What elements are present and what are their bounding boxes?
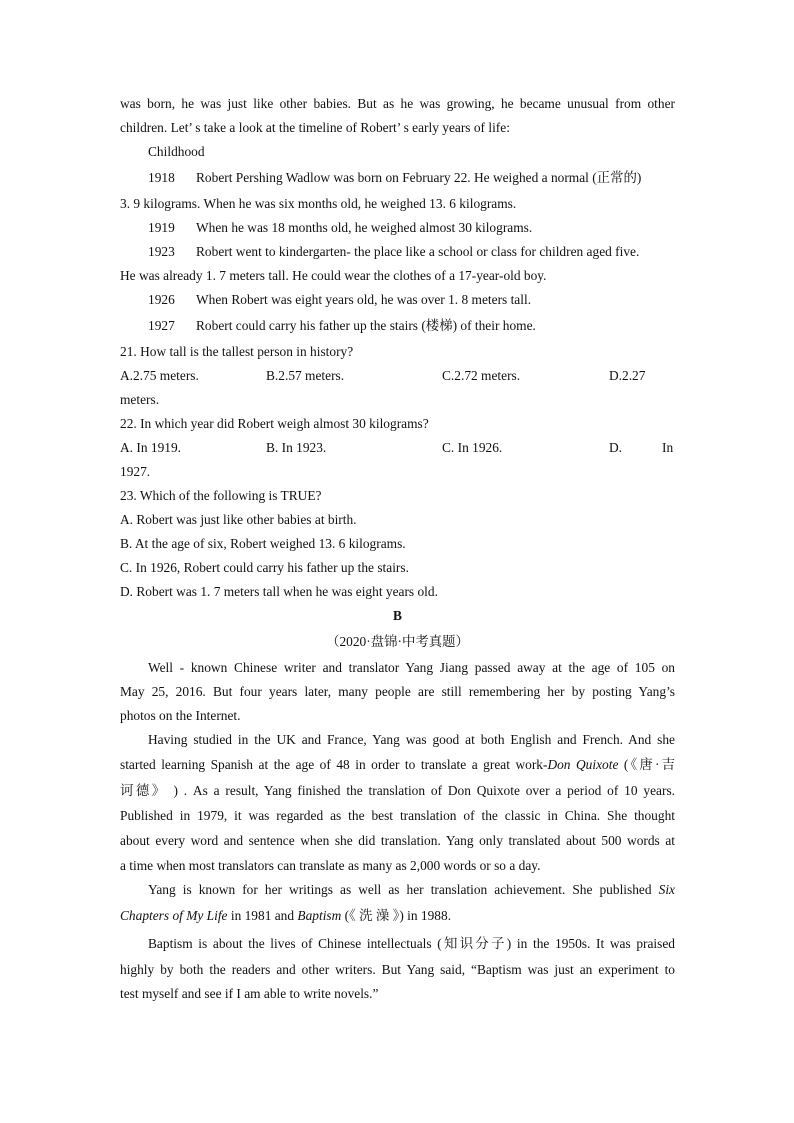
option-d: D. <box>609 440 623 455</box>
timeline-text: When he was 18 months old, he weighed almost 30 kilograms. <box>196 220 533 235</box>
timeline-continuation: He was already 1. 7 meters tall. He could wear the clothes of a 17-year-old boy. <box>120 268 547 283</box>
choice-a: A. Robert was just like other babies at birth. <box>120 512 357 527</box>
question-stem: 21. How tall is the tallest person in history? <box>120 344 354 359</box>
timeline-text: Robert could carry his father up the stairs (楼梯) of their home. <box>196 318 536 333</box>
timeline-text: When Robert was eight years old, he was over 1. 8 meters tall. <box>196 292 532 307</box>
passage-b-line: a time when most translators can translate as many as 2,000 words or so a day. <box>120 858 541 873</box>
choice-d: D. Robert was 1. 7 meters tall when he was eight years old. <box>120 584 438 599</box>
source-note: （2020·盘锦·中考真题） <box>326 634 469 649</box>
passage-a-line: children. Let’ s take a look at the timeline of Robert’ s early years of life: <box>120 120 510 135</box>
option-d: D.2.27 <box>609 368 646 383</box>
passage-b-line: Baptism is about the lives of Chinese intellectuals (知识分子) in the 1950s. It was praised <box>148 936 675 951</box>
book-title: Six <box>658 882 675 897</box>
text-run: started learning Spanish at the age of 48 in order to translate a great work- <box>120 757 548 772</box>
passage-b-line <box>120 906 675 926</box>
timeline-entry <box>148 242 675 262</box>
passage-a-line: was born, he was just like other babies. But as he was growing, he became unusual from other <box>120 96 675 111</box>
book-title: Don Quixote <box>547 757 619 772</box>
timeline-entry <box>148 218 675 238</box>
passage-b-line: Published in 1979, it was regarded as the best translation of the classic in China. She thought <box>120 808 675 823</box>
passage-b-line: 诃德》 ) . As a result, Yang finished the translation of Don Quixote over a period of 10 years. <box>120 783 675 798</box>
option-b: B.2.57 meters. <box>266 368 345 383</box>
question-stem: 22. In which year did Robert weigh almost 30 kilograms? <box>120 416 429 431</box>
childhood-heading: Childhood <box>148 144 205 159</box>
timeline-year: 1923 <box>148 244 175 259</box>
timeline-year: 1927 <box>148 318 175 333</box>
book-title: Chapters of My Life <box>120 908 228 923</box>
timeline-text: Robert went to kindergarten- the place like a school or class for children aged five. <box>196 244 640 259</box>
passage-b-line: photos on the Internet. <box>120 708 241 723</box>
option-c: C. In 1926. <box>442 440 503 455</box>
section-label: B <box>393 608 402 623</box>
passage-b-line: highly by both the readers and other writers. But Yang said, “Baptism was just an experiment to <box>120 962 675 977</box>
timeline-continuation: 3. 9 kilograms. When he was six months old, he weighed 13. 6 kilograms. <box>120 196 517 211</box>
text-run: (《 洗 澡 》) in 1988. <box>341 908 452 923</box>
option-c: C.2.72 meters. <box>442 368 521 383</box>
passage-b-line <box>120 755 675 775</box>
passage-b-line: Having studied in the UK and France, Yang was good at both English and French. And she <box>148 732 675 747</box>
text-run: (《唐·吉 <box>618 757 675 772</box>
text-run: in 1981 and <box>227 908 298 923</box>
passage-b-line: Well - known Chinese writer and translator Yang Jiang passed away at the age of 105 on <box>148 660 675 675</box>
passage-b-line: test myself and see if I am able to write novels.” <box>120 986 379 1001</box>
choice-c: C. In 1926, Robert could carry his father up the stairs. <box>120 560 409 575</box>
option-wrap: 1927. <box>120 464 151 479</box>
option-b: B. In 1923. <box>266 440 327 455</box>
option-d-text: In <box>662 440 674 455</box>
timeline-entry <box>148 316 675 336</box>
option-a: A.2.75 meters. <box>120 368 199 383</box>
passage-b-line <box>148 880 675 900</box>
question-stem: 23. Which of the following is TRUE? <box>120 488 322 503</box>
timeline-entry <box>148 168 675 188</box>
passage-b-line: about every word and sentence when she did translation. Yang only translated about 500 words at <box>120 833 675 848</box>
timeline-year: 1918 <box>148 170 175 185</box>
passage-b-line: May 25, 2016. But four years later, many people are still remembering her by posting Yang’s <box>120 684 675 699</box>
text-run: Yang is known for her writings as well as her translation achievement. She published <box>148 882 652 897</box>
book-title: Baptism <box>297 908 342 923</box>
choice-b: B. At the age of six, Robert weighed 13. 6 kilograms. <box>120 536 406 551</box>
option-a: A. In 1919. <box>120 440 181 455</box>
timeline-year: 1919 <box>148 220 175 235</box>
option-wrap: meters. <box>120 392 160 407</box>
timeline-year: 1926 <box>148 292 175 307</box>
timeline-text: Robert Pershing Wadlow was born on February 22. He weighed a normal (正常的) <box>196 170 642 185</box>
timeline-entry <box>148 290 675 310</box>
